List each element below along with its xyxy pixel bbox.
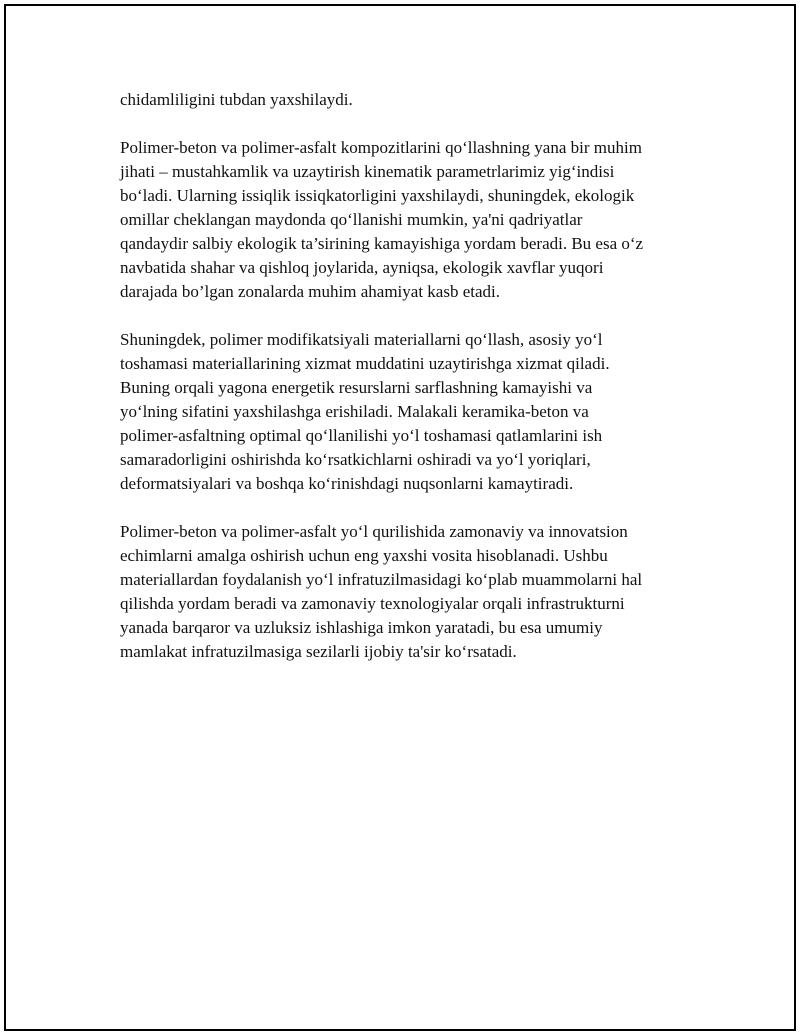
- paragraph-3: Shuningdek, polimer modifikatsiyali materiallarni qo‘llash, asosiy yo‘l toshamasi materiallarining xizmat muddatini uzaytirishga xizmat qiladi. Buning orqali yagona energetik resurslarni sarflashning kamayishi va yo‘lning sifatini yaxshilashga erishiladi. Malakali keramika-beton va polimer-asfaltning optimal qo‘llanilishi yo‘l toshamasi qatlamlarini ish samaradorligini oshirishda ko‘rsatkichlarni oshiradi va yo‘l yoriqlari, deformatsiyalari va boshqa ko‘rinishdagi nuqsonlarni kamaytiradi.: [120, 330, 610, 493]
- paragraph-4: Polimer-beton va polimer-asfalt yo‘l qurilishida zamonaviy va innovatsion echimlarni amalga oshirish uchun eng yaxshi vosita hisoblanadi. Ushbu materiallardan foydalanish yo‘l infratuzilmasidagi ko‘plab muammolarni hal qilishda yordam beradi va zamonaviy texnologiyalar orqali infrastrukturni yanada barqaror va uzluksiz ishlashiga imkon yaratadi, bu esa umumiy mamlakat infratuzilmasiga sezilarli ijobiy ta'sir ko‘rsatadi.: [120, 522, 643, 661]
- paragraph-2: Polimer-beton va polimer-asfalt kompozitlarini qo‘llashning yana bir muhim jihati – mustahkamlik va uzaytirish kinematik parametrlarimiz yig‘indisi bo‘ladi. Ularning issiqlik issiqkatorligini yaxshilaydi, shuningdek, ekologik omillar cheklangan maydonda qo‘llanishi mumkin, ya'ni qadriyatlar qandaydir salbiy ekologik ta’sirining kamayishiga yordam beradi. Bu esa o‘z navbatida shahar va qishloq joylarida, ayniqsa, ekologik xavflar yuqori darajada bo’lgan zonalarda muhim ahamiyat kasb etadi.: [120, 138, 644, 301]
- paragraph-1: chidamliligini tubdan yaxshilaydi.: [120, 90, 353, 109]
- document-page: [4, 4, 796, 1031]
- document-body: [120, 88, 710, 688]
